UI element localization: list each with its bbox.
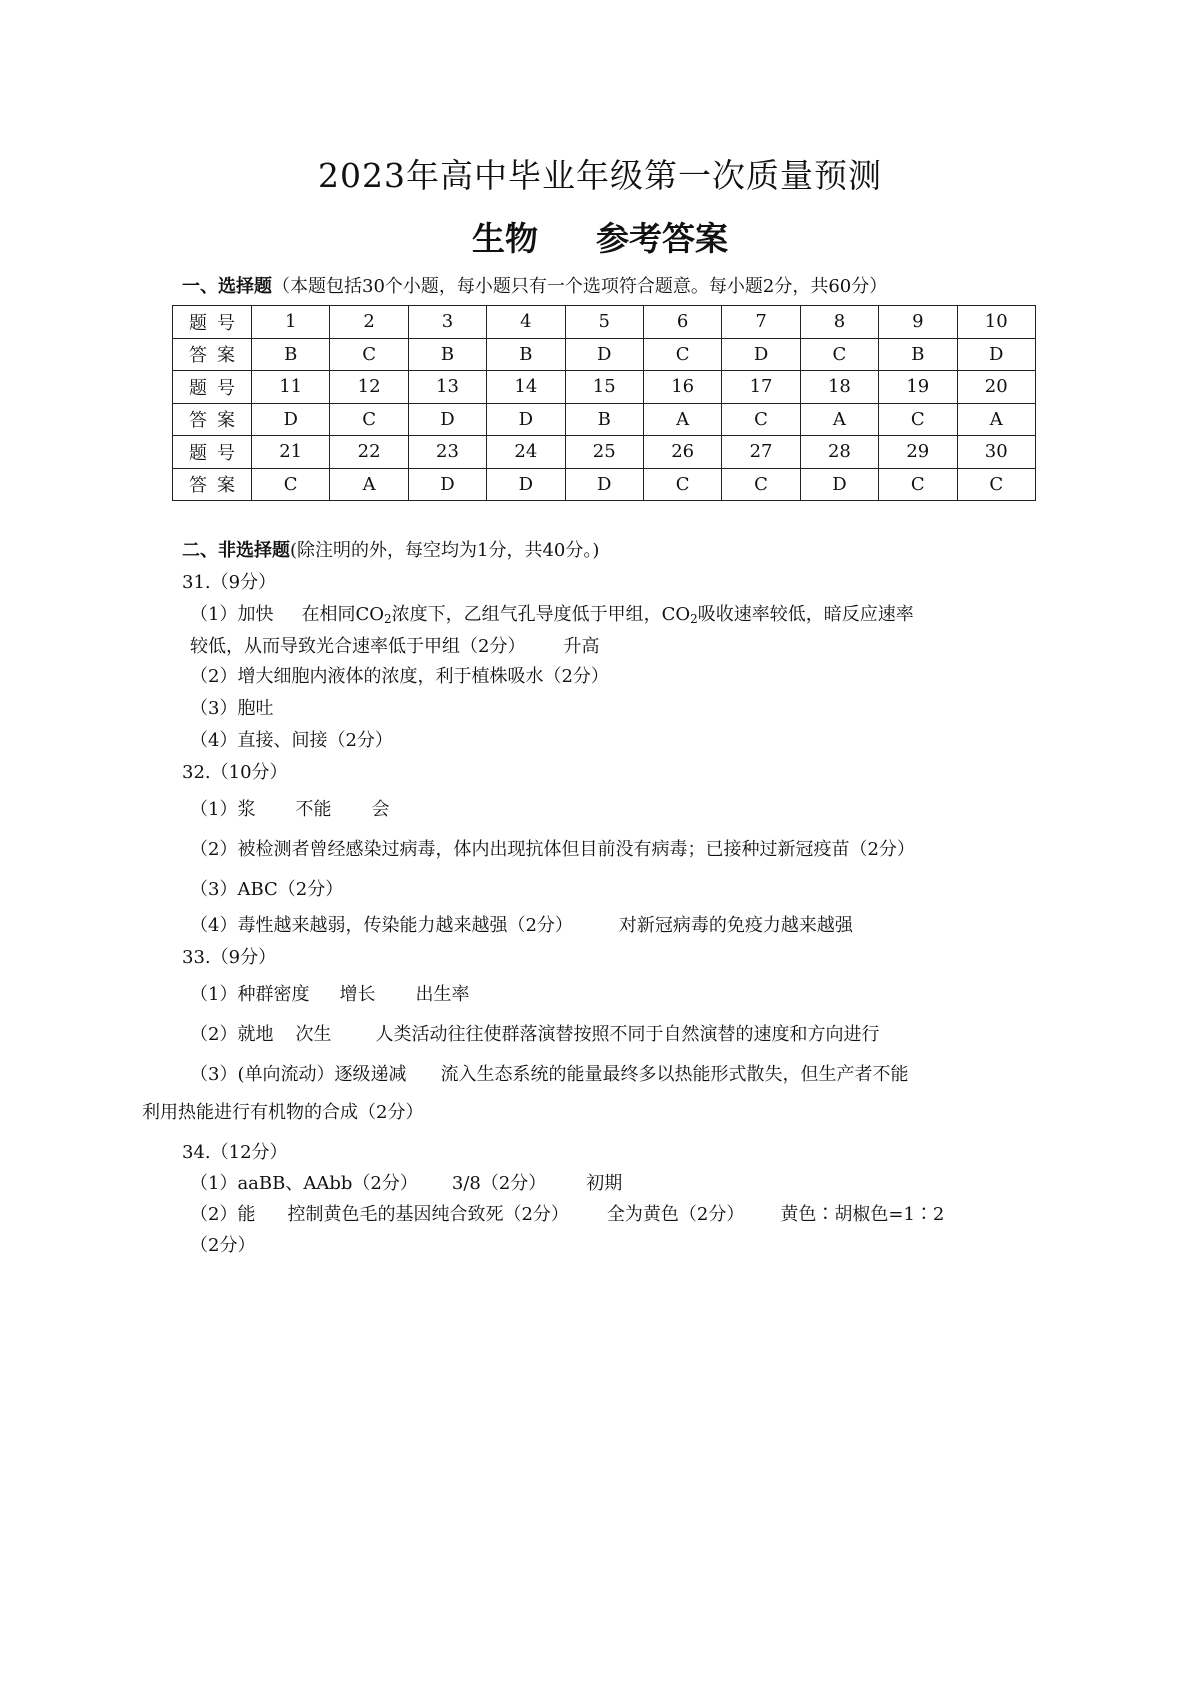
q33-p2-c: 人类活动往往使群落演替按照不同于自然演替的速度和方向进行 bbox=[375, 1024, 880, 1045]
q34-p1-a: （1）aaBB、AAbb（2分） bbox=[190, 1173, 418, 1194]
q34-heading: 34.（12分） bbox=[182, 1142, 288, 1163]
co2-subscript: 2 bbox=[690, 612, 698, 626]
question-number-cell: 5 bbox=[565, 306, 643, 339]
answer-cell: B bbox=[487, 338, 565, 371]
section1-heading bbox=[182, 274, 887, 300]
question-number-cell: 11 bbox=[252, 371, 330, 404]
section2-title: 二、非选择题 bbox=[182, 540, 290, 561]
q33-p2-a: （2）就地 bbox=[190, 1024, 274, 1045]
q33-heading: 33.（9分） bbox=[182, 947, 277, 968]
question-number-cell: 19 bbox=[879, 371, 957, 404]
question-row-label: 题号 bbox=[173, 306, 252, 339]
q33-p2-b: 次生 bbox=[295, 1024, 332, 1045]
answer-row-label: 答案 bbox=[173, 403, 252, 436]
answer-cell: D bbox=[408, 403, 486, 436]
q33-part1 bbox=[190, 982, 469, 1008]
q32-part1 bbox=[190, 797, 389, 823]
q33-p3-a: （3）(单向流动）逐级递减 bbox=[190, 1064, 407, 1085]
answer-cell: D bbox=[722, 338, 800, 371]
q32-p4-b: 对新冠病毒的免疫力越来越强 bbox=[618, 915, 853, 936]
answer-cell: A bbox=[800, 403, 878, 436]
page-subtitle bbox=[0, 216, 1200, 262]
question-number-cell: 2 bbox=[330, 306, 408, 339]
question-number-cell: 14 bbox=[487, 371, 565, 404]
question-number-cell: 3 bbox=[408, 306, 486, 339]
answer-cell: C bbox=[252, 468, 330, 501]
answer-cell: C bbox=[800, 338, 878, 371]
q31-p1-b: 在相同CO bbox=[301, 604, 384, 625]
answer-row bbox=[173, 338, 1036, 371]
co2-subscript: 2 bbox=[383, 612, 392, 626]
answer-row bbox=[173, 468, 1036, 501]
answer-cell: A bbox=[957, 403, 1035, 436]
question-number-cell: 23 bbox=[408, 436, 486, 469]
question-number-cell: 8 bbox=[800, 306, 878, 339]
answer-cell: D bbox=[252, 403, 330, 436]
q34-p2-c: 全为黄色（2分） bbox=[606, 1204, 745, 1225]
q34-p2-b: 控制黄色毛的基因纯合致死（2分） bbox=[287, 1204, 569, 1225]
answer-cell: C bbox=[722, 468, 800, 501]
answer-cell: B bbox=[408, 338, 486, 371]
section1-note: （本题包括30个小题，每小题只有一个选项符合题意。每小题2分，共60分） bbox=[272, 276, 888, 297]
q31-part2: （2）增大细胞内液体的浓度，利于植株吸水（2分） bbox=[190, 666, 609, 687]
answer-cell: D bbox=[487, 403, 565, 436]
q32-part2: （2）被检测者曾经感染过病毒，体内出现抗体但目前没有病毒；已接种过新冠疫苗（2分） bbox=[190, 839, 915, 860]
section1-title: 一、选择题 bbox=[182, 276, 272, 297]
answer-cell: A bbox=[643, 403, 721, 436]
q34-part2-cont: （2分） bbox=[190, 1235, 256, 1256]
q34-part2 bbox=[190, 1202, 944, 1228]
question-number-cell: 22 bbox=[330, 436, 408, 469]
q31-p1-cont: 较低，从而导致光合速率低于甲组（2分） bbox=[190, 636, 526, 657]
question-number-row bbox=[173, 371, 1036, 404]
q33-p1-a: （1）种群密度 bbox=[190, 984, 310, 1005]
q32-part3: （3）ABC（2分） bbox=[190, 879, 344, 900]
q32-p1-c: 会 bbox=[371, 799, 390, 820]
question-number-cell: 29 bbox=[879, 436, 957, 469]
q32-part4 bbox=[190, 913, 853, 939]
q31-part1 bbox=[190, 602, 914, 628]
q34-p2-a: （2）能 bbox=[190, 1204, 256, 1225]
question-number-cell: 15 bbox=[565, 371, 643, 404]
q33-p1-b: 增长 bbox=[339, 984, 376, 1005]
q34-part1 bbox=[190, 1171, 622, 1197]
answer-cell: B bbox=[879, 338, 957, 371]
answer-key-label: 参考答案 bbox=[596, 219, 728, 258]
question-number-cell: 4 bbox=[487, 306, 565, 339]
question-number-cell: 16 bbox=[643, 371, 721, 404]
subject-label: 生物 bbox=[472, 219, 538, 258]
q33-p1-c: 出生率 bbox=[415, 984, 470, 1005]
answer-cell: D bbox=[565, 338, 643, 371]
answer-cell: D bbox=[957, 338, 1035, 371]
answer-cell: A bbox=[330, 468, 408, 501]
answer-cell: D bbox=[408, 468, 486, 501]
question-number-cell: 10 bbox=[957, 306, 1035, 339]
answer-row-label: 答案 bbox=[173, 468, 252, 501]
answer-cell: D bbox=[487, 468, 565, 501]
page-title: 2023年高中毕业年级第一次质量预测 bbox=[318, 156, 882, 195]
question-number-cell: 25 bbox=[565, 436, 643, 469]
section2-note: (除注明的外，每空均为1分，共40分。) bbox=[290, 540, 600, 561]
answer-cell: C bbox=[643, 468, 721, 501]
q31-part1-cont bbox=[190, 634, 599, 660]
question-number-cell: 13 bbox=[408, 371, 486, 404]
question-row-label: 题号 bbox=[173, 436, 252, 469]
answer-cell: C bbox=[643, 338, 721, 371]
answer-cell: C bbox=[330, 338, 408, 371]
question-number-cell: 18 bbox=[800, 371, 878, 404]
question-number-cell: 21 bbox=[252, 436, 330, 469]
question-number-cell: 27 bbox=[722, 436, 800, 469]
q31-p1-a: （1）加快 bbox=[190, 604, 274, 625]
question-number-cell: 12 bbox=[330, 371, 408, 404]
question-number-row bbox=[173, 436, 1036, 469]
answer-cell: D bbox=[800, 468, 878, 501]
q33-part3 bbox=[190, 1062, 908, 1088]
question-row-label: 题号 bbox=[173, 371, 252, 404]
answer-cell: C bbox=[879, 468, 957, 501]
question-number-cell: 24 bbox=[487, 436, 565, 469]
question-number-cell: 1 bbox=[252, 306, 330, 339]
q31-p1-d: 吸收速率较低，暗反应速率 bbox=[697, 604, 914, 625]
q32-p1-a: （1）浆 bbox=[190, 799, 256, 820]
answer-table bbox=[172, 305, 1036, 501]
answer-cell: D bbox=[565, 468, 643, 501]
q31-part3: （3）胞吐 bbox=[190, 698, 274, 719]
answer-row bbox=[173, 403, 1036, 436]
answer-cell: B bbox=[252, 338, 330, 371]
answer-cell: C bbox=[722, 403, 800, 436]
question-number-cell: 6 bbox=[643, 306, 721, 339]
q32-heading: 32.（10分） bbox=[182, 762, 288, 783]
q32-p1-b: 不能 bbox=[295, 799, 332, 820]
answer-cell: B bbox=[565, 403, 643, 436]
question-number-cell: 30 bbox=[957, 436, 1035, 469]
question-number-cell: 7 bbox=[722, 306, 800, 339]
q33-part3-cont: 利用热能进行有机物的合成（2分） bbox=[142, 1102, 424, 1123]
question-number-cell: 20 bbox=[957, 371, 1035, 404]
q31-heading: 31.（9分） bbox=[182, 572, 277, 593]
question-number-cell: 17 bbox=[722, 371, 800, 404]
q31-p1-e: 升高 bbox=[563, 636, 600, 657]
question-number-cell: 28 bbox=[800, 436, 878, 469]
answer-cell: C bbox=[879, 403, 957, 436]
question-number-cell: 26 bbox=[643, 436, 721, 469]
q31-part4: （4）直接、间接（2分） bbox=[190, 730, 393, 751]
question-number-row bbox=[173, 306, 1036, 339]
q32-p4-a: （4）毒性越来越弱，传染能力越来越强（2分） bbox=[190, 915, 573, 936]
question-number-cell: 9 bbox=[879, 306, 957, 339]
q34-p1-b: 3/8（2分） bbox=[451, 1173, 547, 1194]
answer-cell: C bbox=[330, 403, 408, 436]
q31-p1-c: 浓度下，乙组气孔导度低于甲组，CO bbox=[391, 604, 691, 625]
answer-cell: C bbox=[957, 468, 1035, 501]
answer-row-label: 答案 bbox=[173, 338, 252, 371]
section2-heading bbox=[182, 538, 599, 564]
q33-part2 bbox=[190, 1022, 879, 1048]
q33-p3-b: 流入生态系统的能量最终多以热能形式散失，但生产者不能 bbox=[440, 1064, 909, 1085]
q34-p1-c: 初期 bbox=[586, 1173, 623, 1194]
q34-p2-d: 黄色∶胡椒色=1∶2 bbox=[780, 1204, 945, 1225]
